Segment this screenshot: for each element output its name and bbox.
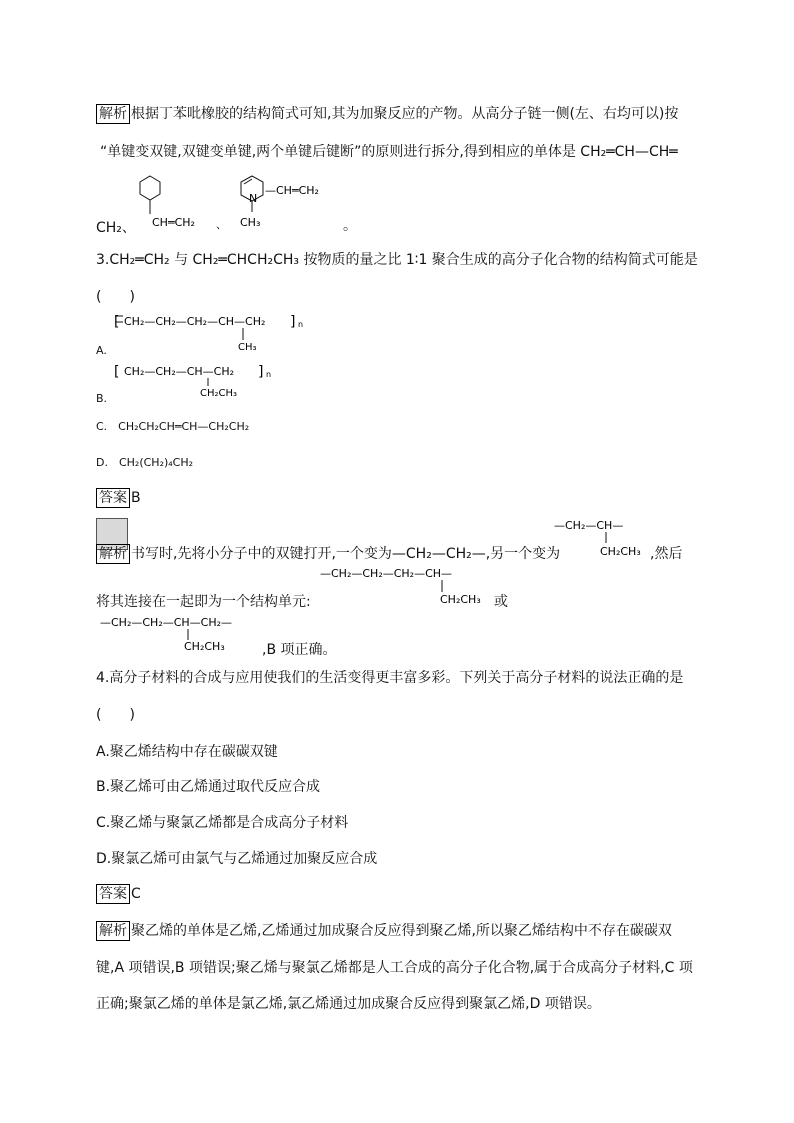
q3-or: 或 xyxy=(494,594,508,610)
q3-paren: ( ) xyxy=(96,289,135,305)
option-b-chain: CH₂—CH₂—CH—CH₂ xyxy=(124,365,235,378)
svg-text:[: [ xyxy=(114,364,120,380)
vinyl-methylpyridine-structure xyxy=(232,170,352,232)
q3-option-a-structure xyxy=(112,310,322,360)
q3-analysis-line1 xyxy=(96,544,560,564)
q4-analysis-line3: 正确;聚氯乙烯的单体是氯乙烯,氯乙烯通过加成聚合反应得到聚氯乙烯,D 项错误。 xyxy=(96,996,601,1012)
q4-answer xyxy=(96,884,141,904)
fragment-2-chain: —CH₂—CH₂—CH₂—CH— xyxy=(320,567,453,580)
q4-option-b: B.聚乙烯可由乙烯通过取代反应合成 xyxy=(96,779,321,795)
q3-fragment-1 xyxy=(550,515,650,563)
q4-option-d: D.聚氯乙烯可由氯气与乙烯通过加聚反应合成 xyxy=(96,851,378,867)
q3-option-b-label: B. xyxy=(96,392,108,405)
q3-option-c: C. CH₂CH₂CH═CH—CH₂CH₂ xyxy=(96,420,250,433)
pyridine-n: N xyxy=(249,192,258,205)
analysis-text: 根据丁苯吡橡胶的结构简式可知,其为加聚反应的产物。从高分子链一侧(左、右均可以)按 xyxy=(131,106,679,122)
fragment-3-chain: —CH₂—CH₂—CH—CH₂— xyxy=(100,616,233,629)
pyridine-vinyl: —CH═CH₂ xyxy=(265,184,319,197)
option-b-branch: CH₂CH₃ xyxy=(200,388,238,399)
option-a-chain: CH₂—CH₂—CH₂—CH—CH₂ xyxy=(124,315,266,328)
answer-value: C xyxy=(131,886,141,902)
svg-text:]: ] xyxy=(258,364,264,380)
option-a-n: n xyxy=(298,320,304,329)
q4-option-a: A.聚乙烯结构中存在碳碳双键 xyxy=(96,744,278,760)
q2-separator: 、 xyxy=(216,218,227,231)
analysis-text: 聚乙烯的单体是乙烯,乙烯通过加成聚合反应得到聚乙烯,所以聚乙烯结构中不存在碳碳双 xyxy=(131,923,672,939)
fragment-1-branch: CH₂CH₃ xyxy=(600,545,641,558)
q4-option-c: C.聚乙烯与聚氯乙烯都是合成高分子材料 xyxy=(96,815,349,831)
answer-tag: 答案 xyxy=(96,884,130,904)
fragment-1-chain: —CH₂—CH— xyxy=(554,519,624,532)
q3-fragment-3 xyxy=(96,612,266,656)
q3-option-a-label: A. xyxy=(96,344,107,357)
q3-fragment-2 xyxy=(316,562,486,608)
q3-analysis-line2: 将其连接在一起即为一个结构单元: xyxy=(96,594,311,610)
fragment-3-branch: CH₂CH₃ xyxy=(184,640,225,653)
pyridine-methyl: CH₃ xyxy=(240,216,261,229)
q2-end-mark: 。 xyxy=(343,218,357,234)
analysis-tag: 解析 xyxy=(96,921,130,941)
q2-analysis-line2: “单键变双键,双键变单键,两个单键后键断”的原则进行拆分,得到相应的单体是 CH₂═CH—CH═ xyxy=(100,144,678,160)
analysis-tag: 解析 xyxy=(96,104,130,124)
svg-text:]: ] xyxy=(290,314,296,330)
q3-analysis-line1-end: ,然后 xyxy=(650,546,683,562)
fragment-2-branch: CH₂CH₃ xyxy=(440,593,481,606)
analysis-text: 书写时,先将小分子中的双键打开,一个变为—CH₂—CH₂—,另一个变为 xyxy=(131,546,561,562)
svg-text:[: [ xyxy=(114,314,120,330)
q4-paren: ( ) xyxy=(96,707,135,723)
answer-value: B xyxy=(131,490,141,506)
analysis-tag: 解析 xyxy=(96,544,130,564)
q2-analysis-line1 xyxy=(96,104,678,124)
q4-stem: 4.高分子材料的合成与应用使我们的生活变得更丰富多彩。下列关于高分子材料的说法正确的是 xyxy=(96,670,684,686)
styrene-substituent: CH═CH₂ xyxy=(152,216,195,229)
option-a-branch: CH₃ xyxy=(238,342,257,353)
option-b-n: n xyxy=(266,370,272,379)
q3-analysis-line3-end: ,B 项正确。 xyxy=(262,642,337,658)
q4-analysis-line1 xyxy=(96,921,672,941)
answer-tag: 答案 xyxy=(96,488,130,508)
styrene-structure xyxy=(128,170,218,232)
q3-option-d: D. CH₂(CH₂)₄CH₂ xyxy=(96,456,194,469)
q3-option-b-structure xyxy=(112,360,292,400)
q3-stem: 3.CH₂═CH₂ 与 CH₂═CHCH₂CH₃ 按物质的量之比 1∶1 聚合生成的高分子化合物的结构简式可能是 xyxy=(96,252,698,268)
q3-answer xyxy=(96,488,141,508)
q4-analysis-line2: 键,A 项错误,B 项错误;聚乙烯与聚氯乙烯都是人工合成的高分子化合物,属于合成高分子材料,C 项 xyxy=(96,960,693,976)
q2-monomer-butadiene-end: CH₂、 xyxy=(96,220,136,236)
